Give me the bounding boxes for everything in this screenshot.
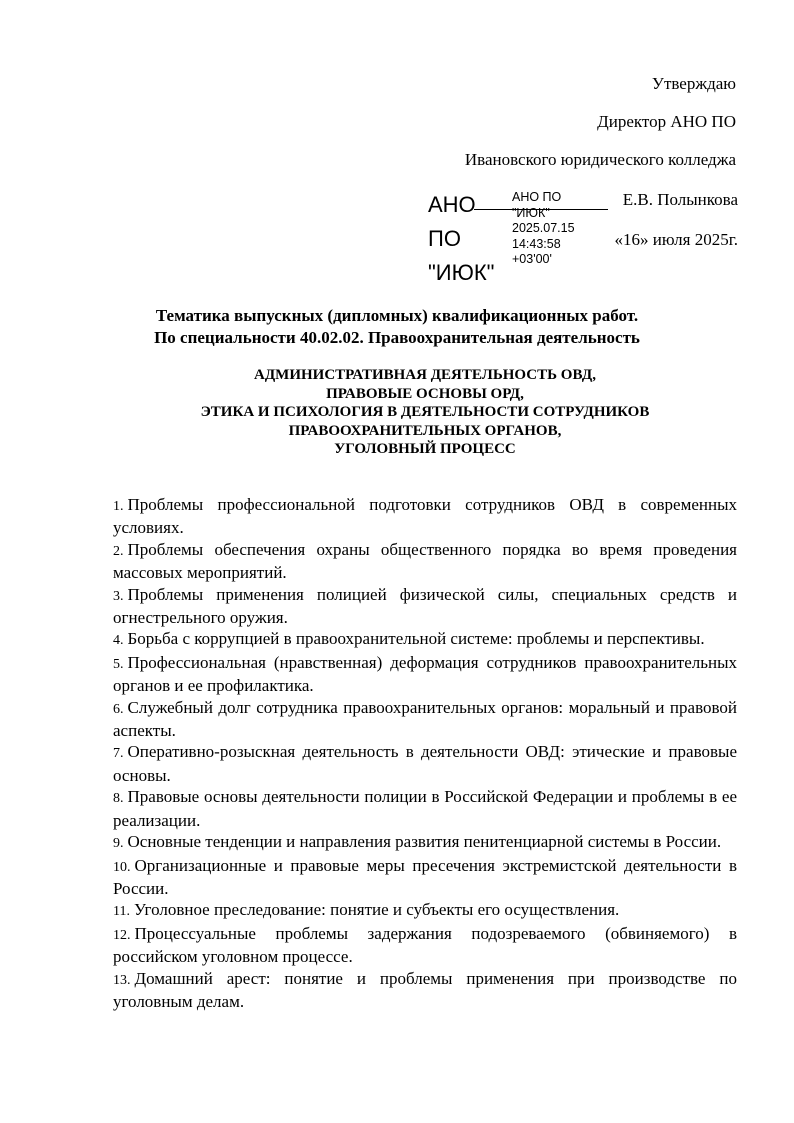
topic-item [113,652,737,697]
topic-number: 10. [113,859,131,875]
digital-signature-name [428,188,494,290]
topic-item [113,697,737,742]
topic-number: 2. [113,543,124,559]
topic-item [113,923,737,968]
approval-position: Директор АНО ПО [597,112,736,131]
subject-line: АДМИНИСТРАТИВНАЯ ДЕЯТЕЛЬНОСТЬ ОВД, [254,367,596,383]
topic-number: 13. [113,972,131,988]
approval-date: «16» июля 2025г. [614,230,738,249]
topic-item [113,855,737,900]
topic-item [113,584,737,629]
topic-number: 3. [113,588,124,604]
approval-organization: Ивановского юридического колледжа [464,150,736,169]
topic-number: 4. [113,633,124,649]
signature-detail: АНО ПО [512,190,562,204]
topic-number: 11. [113,904,130,920]
signature-detail: 14:43:58 [512,236,561,251]
topic-text: Профессиональная (нравственная) деформация сотрудников правоохранительных органов и ее профилактика. [113,652,737,696]
topic-number: 6. [113,701,124,717]
topic-text: Организационные и правовые меры пресечения экстремистской деятельности в России. [113,855,737,898]
topic-text: Служебный долг сотрудника правоохранительных органов: моральный и правовой аспекты. [113,697,737,741]
topic-item [113,786,737,831]
topic-text: Проблемы применения полицией физической силы, специальных средств и огнестрельного оружия. [113,584,737,628]
topic-item [113,899,737,922]
signature-detail: "ИЮК" [512,205,550,220]
topics-list [113,494,737,1012]
signature-line: "ИЮК" [428,260,495,285]
signature-area [428,188,738,288]
signer-name: Е.В. Полынкова [622,190,738,209]
title-line: Тематика выпускных (дипломных) квалификационных работ. [155,306,639,325]
topic-text: Проблемы профессиональной подготовки сотрудников ОВД в современных условиях. [113,495,737,538]
digital-signature-details [512,190,575,268]
topic-item [113,831,737,854]
topic-text: Проблемы обеспечения охраны общественного порядка во время проведения массовых мероприятий. [113,539,737,583]
document-title [0,305,794,349]
topic-item [113,628,737,651]
topic-number: 7. [113,746,124,762]
topic-number: 1. [113,499,124,514]
topic-text: Домашний арест: понятие и проблемы применения при производстве по уголовным делам. [113,968,737,1011]
signature-line: АНО [428,192,476,217]
topic-item [113,741,737,786]
topic-text: Оперативно-розыскная деятельность в деятельности ОВД: этические и правовые основы. [113,742,737,785]
signature-detail: +03'00' [512,252,552,266]
topic-number: 12. [113,927,131,943]
topic-item [113,968,737,1013]
topic-item [113,494,737,539]
subject-line: УГОЛОВНЫЙ ПРОЦЕСС [334,441,516,457]
topic-text: Процессуальные проблемы задержания подозреваемого (обвиняемого) в российском уголовном процессе. [113,923,737,967]
topic-item [113,539,737,584]
topic-text: Борьба с коррупцией в правоохранительной системе: проблемы и перспективы. [127,629,705,649]
signature-detail: 2025.07.15 [512,221,575,235]
topic-number: 8. [113,791,124,807]
subjects-heading [0,366,794,459]
topic-number: 9. [113,836,124,852]
signature-line: ПО [428,226,461,251]
subject-line: ЭТИКА И ПСИХОЛОГИЯ В ДЕЯТЕЛЬНОСТИ СОТРУДНИКОВ [200,404,650,420]
topic-number: 5. [113,656,124,672]
approval-heading: Утверждаю [651,74,736,93]
topic-text: Основные тенденции и направления развития пенитенциарной системы в России. [127,832,722,852]
topic-text: Уголовное преследование: понятие и субъекты его осуществления. [133,900,620,920]
subject-line: ПРАВОВЫЕ ОСНОВЫ ОРД, [326,385,524,402]
topic-text: Правовые основы деятельности полиции в Российской Федерации и проблемы в ее реализации. [113,787,737,830]
subject-line: ПРАВООХРАНИТЕЛЬНЫХ ОРГАНОВ, [288,422,562,439]
approval-block [465,74,736,188]
title-line: По специальности 40.02.02. Правоохранительная деятельность [154,328,640,347]
